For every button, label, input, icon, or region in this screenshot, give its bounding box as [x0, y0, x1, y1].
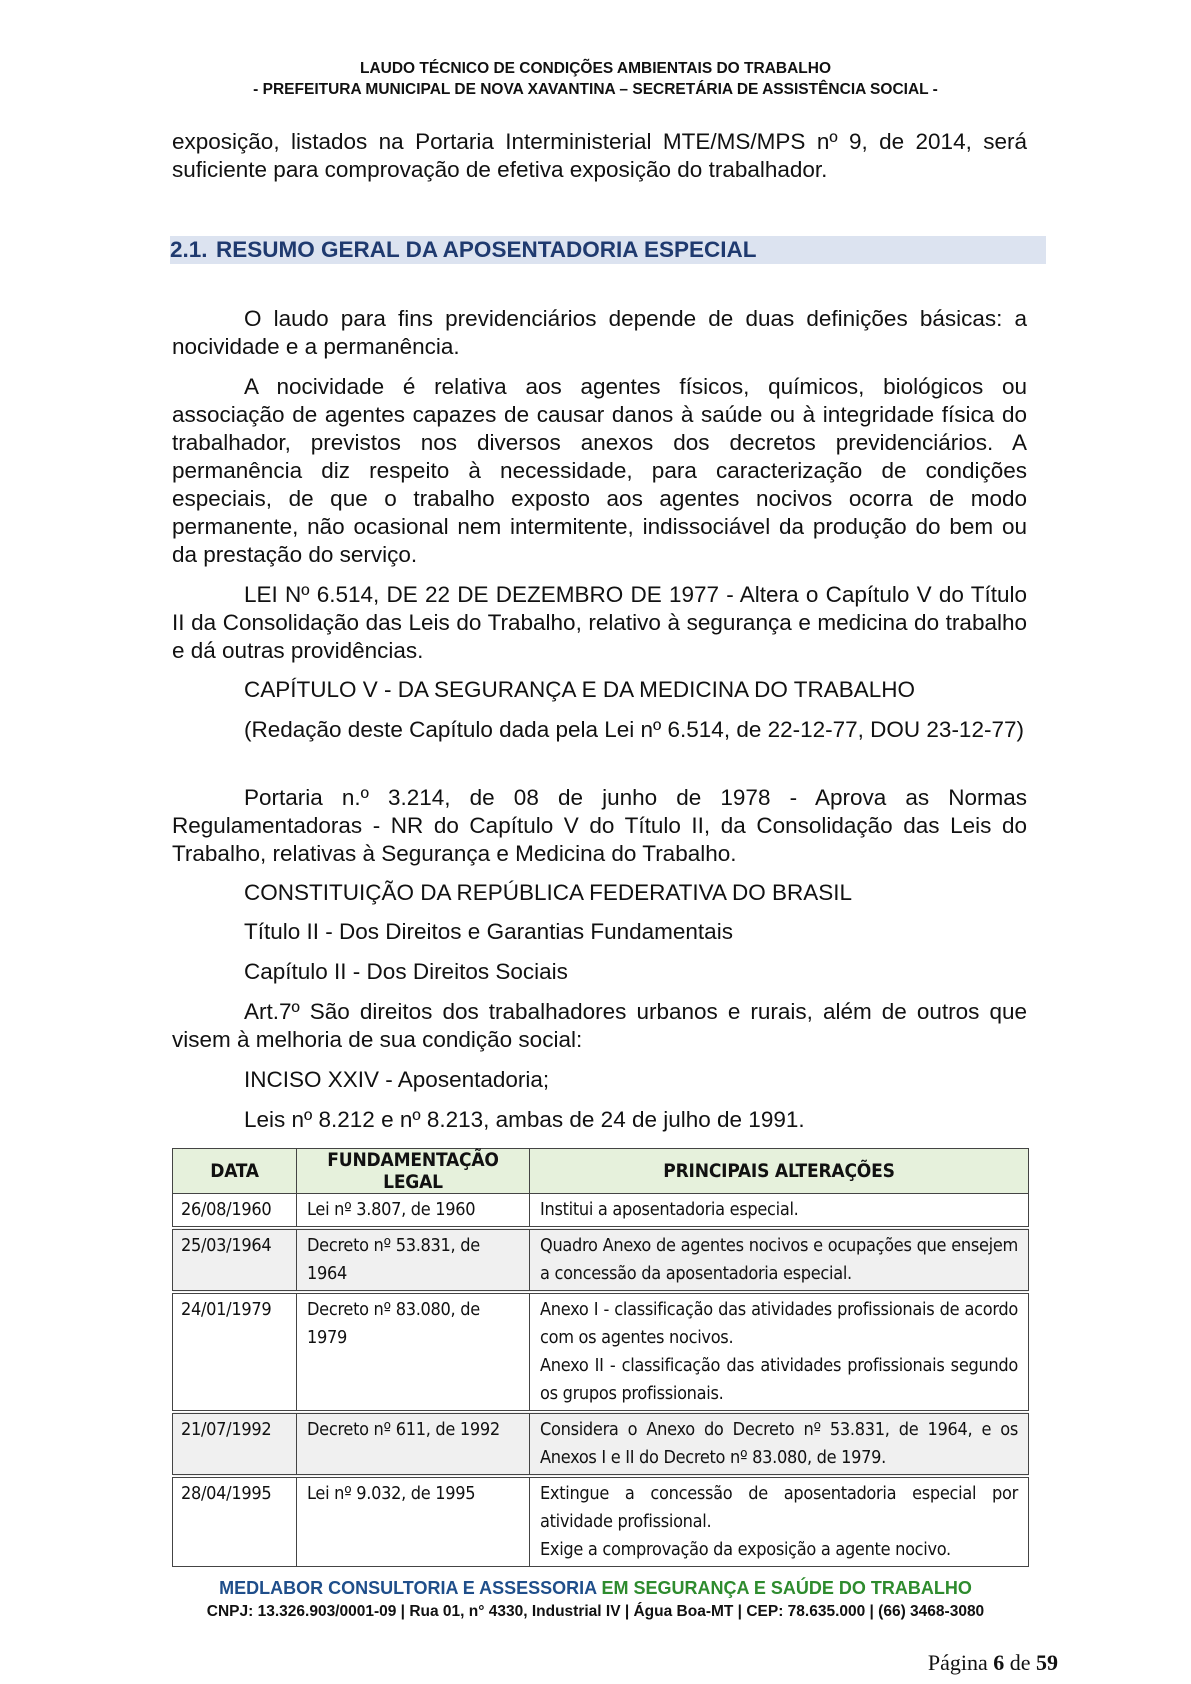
column-header-data: DATA: [173, 1149, 297, 1194]
row-changes: [530, 1194, 1029, 1229]
change-item: Anexo I - classificação das atividades profissionais de acordo com os agentes nocivos.: [540, 1299, 1018, 1348]
table-row: [173, 1292, 1029, 1412]
section-number: 2.1.: [170, 237, 208, 262]
paragraph-titulo-ii: Título II - Dos Direitos e Garantias Fundamentais: [244, 919, 733, 944]
section-heading: [170, 236, 1046, 264]
paragraph-portaria-3214: Portaria n.º 3.214, de 08 de junho de 1978 - Aprova as Normas Regulamentadoras - NR do Capítulo V do Título II, da Consolidação das Leis do Trabalho, relativas à Segurança e Medicina do Trabalho.: [172, 785, 1027, 866]
change-item: Exige a comprovação da exposição a agente nocivo.: [540, 1539, 951, 1560]
row-changes: [530, 1476, 1029, 1567]
table-row: [173, 1228, 1029, 1292]
row-changes: [530, 1412, 1029, 1476]
table-header-row: [173, 1149, 1029, 1194]
paragraph-nocividade: A nocividade é relativa aos agentes físicos, químicos, biológicos ou associação de agentes capazes de causar danos à saúde ou à integridade física do trabalhador, previstos nos diversos anexos dos decretos previdenciários. A permanência diz respeito à necessidade, para caracterização de condições especiais, de que o trabalho exposto aos agentes nocivos ocorra de modo permanente, não ocasional nem intermitente, indissociável da produção do bem ou da prestação do serviço.: [172, 374, 1027, 567]
header-title: LAUDO TÉCNICO DE CONDIÇÕES AMBIENTAIS DO TRABALHO: [359, 60, 832, 77]
row-date: 28/04/1995: [173, 1476, 297, 1567]
row-changes: [530, 1228, 1029, 1292]
paragraph-constituicao: CONSTITUIÇÃO DA REPÚBLICA FEDERATIVA DO BRASIL: [244, 880, 853, 905]
paragraph-capitulo-ii: Capítulo II - Dos Direitos Sociais: [244, 959, 568, 984]
page-of: de: [1009, 1650, 1031, 1675]
paragraph-redacao: (Redação deste Capítulo dada pela Lei nº 6.514, de 22-12-77, DOU 23-12-77): [244, 717, 1024, 742]
paragraph-leis-8212-8213: Leis nº 8.212 e nº 8.213, ambas de 24 de julho de 1991.: [244, 1107, 805, 1132]
row-law: Decreto nº 83.080, de 1979: [297, 1292, 530, 1412]
paragraph-inciso-xxiv: INCISO XXIV - Aposentadoria;: [244, 1067, 550, 1092]
legislation-table: [172, 1148, 1029, 1567]
table-row: [173, 1476, 1029, 1567]
change-item: Institui a aposentadoria especial.: [540, 1199, 799, 1220]
paragraph-lei-6514: LEI Nº 6.514, DE 22 DE DEZEMBRO DE 1977 - Altera o Capítulo V do Título II da Consolidação das Leis do Trabalho, relativo à segurança e medicina do trabalho e dá outras providências.: [172, 582, 1027, 663]
section-title: RESUMO GERAL DA APOSENTADORIA ESPECIAL: [216, 237, 757, 262]
page-label: Página: [927, 1650, 988, 1675]
row-date: 24/01/1979: [173, 1292, 297, 1412]
footer-company-name: MEDLABOR CONSULTORIA E ASSESSORIA: [219, 1578, 597, 1598]
change-item: Extingue a concessão de aposentadoria especial por atividade profissional.: [540, 1483, 1018, 1532]
row-changes: [530, 1292, 1029, 1412]
footer-company-tagline: EM SEGURANÇA E SAÚDE DO TRABALHO: [601, 1578, 972, 1598]
page-current: 6: [993, 1650, 1005, 1675]
table-row: [173, 1194, 1029, 1229]
paragraph-laudo: O laudo para fins previdenciários depende de duas definições básicas: a nocividade e a permanência.: [172, 306, 1027, 359]
row-date: 21/07/1992: [173, 1412, 297, 1476]
change-item: Considera o Anexo do Decreto nº 53.831, de 1964, e os Anexos I e II do Decreto nº 83.080, de 1979.: [540, 1419, 1018, 1468]
column-header-fundamentacao: FUNDAMENTAÇÃO LEGAL: [297, 1149, 530, 1194]
column-header-alteracoes: PRINCIPAIS ALTERAÇÕES: [530, 1149, 1029, 1194]
header-subtitle: - PREFEITURA MUNICIPAL DE NOVA XAVANTINA – SECRETÁRIA DE ASSISTÊNCIA SOCIAL -: [253, 81, 938, 98]
paragraph-capitulo-v: CAPÍTULO V - DA SEGURANÇA E DA MEDICINA DO TRABALHO: [244, 677, 915, 702]
footer-address: CNPJ: 13.326.903/0001-09 | Rua 01, n° 4330, Industrial IV | Água Boa-MT | CEP: 78.635.000 | (66) 3468-3080: [206, 1603, 985, 1620]
intro-paragraph: exposição, listados na Portaria Interministerial MTE/MS/MPS nº 9, de 2014, será suficiente para comprovação de efetiva exposição do trabalhador.: [172, 129, 1027, 182]
row-date: 26/08/1960: [173, 1194, 297, 1229]
page-number: [928, 1650, 1058, 1676]
row-law: Lei nº 3.807, de 1960: [297, 1194, 530, 1229]
row-date: 25/03/1964: [173, 1228, 297, 1292]
change-item: Anexo II - classificação das atividades profissionais segundo os grupos profissionais.: [540, 1355, 1018, 1404]
footer-company: [0, 1577, 1191, 1599]
row-law: Lei nº 9.032, de 1995: [297, 1476, 530, 1567]
paragraph-art-7: Art.7º São direitos dos trabalhadores urbanos e rurais, além de outros que visem à melhoria de sua condição social:: [172, 999, 1027, 1052]
row-law: Decreto nº 611, de 1992: [297, 1412, 530, 1476]
row-law: Decreto nº 53.831, de 1964: [297, 1228, 530, 1292]
page-total: 59: [1036, 1650, 1058, 1675]
change-item: Quadro Anexo de agentes nocivos e ocupações que ensejem a concessão da aposentadoria especial.: [540, 1235, 1018, 1284]
table-row: [173, 1412, 1029, 1476]
